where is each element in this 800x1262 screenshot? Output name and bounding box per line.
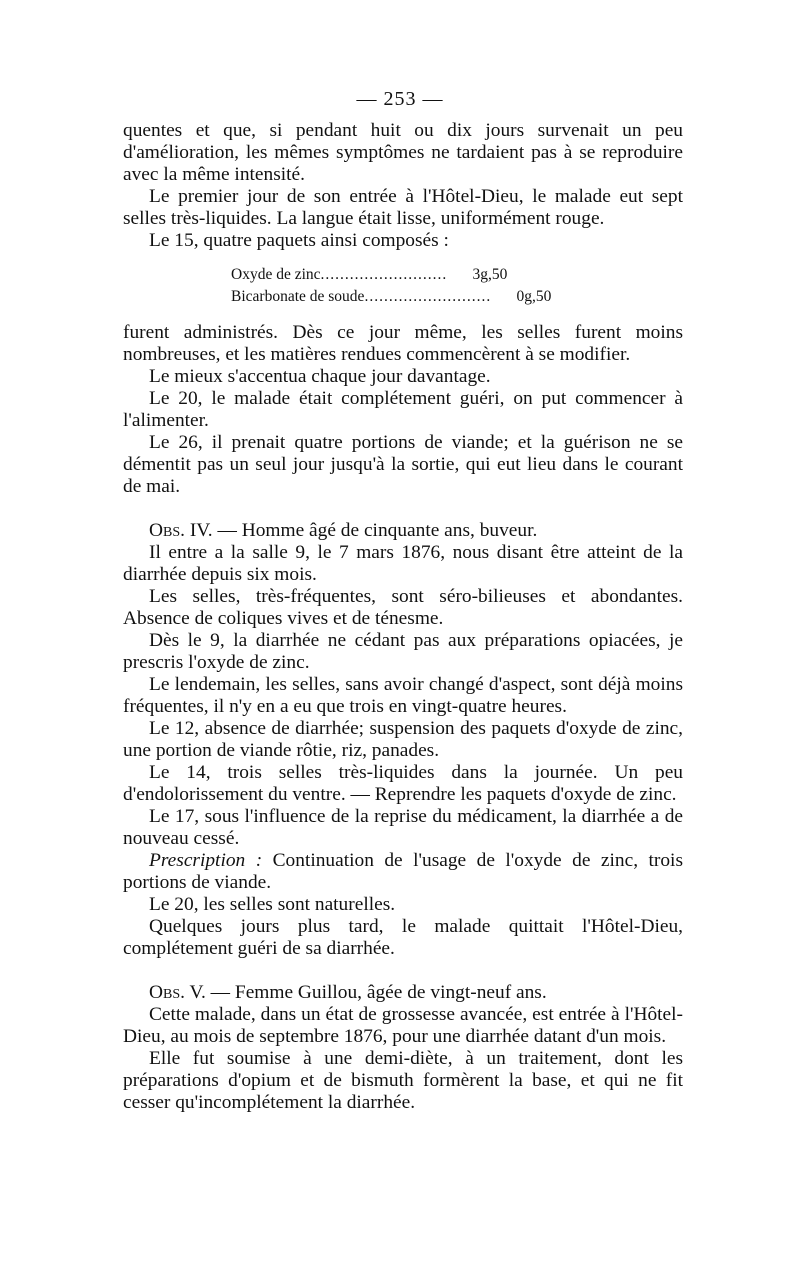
paragraph: Le 20, les selles sont naturelles. xyxy=(149,894,396,915)
paragraph: Quelques jours plus tard, le malade quittait l'Hôtel-Dieu, complétement guéri de sa diarrhée. xyxy=(123,916,683,959)
observation-label: Obs. IV. xyxy=(149,520,213,541)
page-number: — 253 — xyxy=(356,88,444,110)
paragraph: Le 26, il prenait quatre portions de viande; et la guérison ne se démentit pas un seul jour jusqu'à la sortie, qui eut lieu dans le courant de mai. xyxy=(123,432,683,497)
observation-heading xyxy=(123,982,683,1004)
paragraph: Le 20, le malade était complétement guéri, on put commencer à l'alimenter. xyxy=(123,388,683,431)
paragraph: Le premier jour de son entrée à l'Hôtel-Dieu, le malade eut sept selles très-liquides. La langue était lisse, uniformément rouge. xyxy=(123,186,683,229)
observation-title: — Homme âgé de cinquante ans, buveur. xyxy=(212,520,538,541)
paragraph: furent administrés. Dès ce jour même, les selles furent moins nombreuses, et les matières rendues commencèrent à se modifier. xyxy=(123,322,683,365)
paragraph: Le 12, absence de diarrhée; suspension des paquets d'oxyde de zinc, une portion de viande rôtie, riz, panades. xyxy=(123,718,683,761)
paragraph: Elle fut soumise à une demi-diète, à un traitement, dont les préparations d'opium et de bismuth formèrent la base, et qui ne fit cesser qu'incomplétement la diarrhée. xyxy=(123,1048,683,1113)
paragraph: Le mieux s'accentua chaque jour davantage. xyxy=(149,366,491,387)
formula-ingredient: Bicarbonate de soude xyxy=(231,288,365,305)
observation-heading xyxy=(123,520,683,542)
observation-title: — Femme Guillou, âgée de vingt-neuf ans. xyxy=(205,982,547,1003)
formula-row xyxy=(123,264,683,286)
formula-quantity: 3g,50 xyxy=(472,266,508,283)
prescription-label: Prescription : xyxy=(149,850,263,871)
paragraph: Le 15, quatre paquets ainsi composés : xyxy=(149,230,449,251)
paragraph: Le lendemain, les selles, sans avoir changé d'aspect, sont déjà moins fréquentes, il n'y en a eu que trois en vingt-quatre heures. xyxy=(123,674,683,717)
formula-leader: .......................... xyxy=(364,288,492,305)
body-text xyxy=(123,120,683,1114)
formula-ingredient: Oxyde de zinc xyxy=(231,266,321,283)
prescription-text: Continuation de l'usage de l'oxyde de zinc, trois portions de viande. xyxy=(123,850,683,893)
paragraph: quentes et que, si pendant huit ou dix jours survenait un peu d'amélioration, les mêmes symptômes ne tardaient pas à se reproduire avec la même intensité. xyxy=(123,120,683,185)
paragraph: Il entre a la salle 9, le 7 mars 1876, nous disant être atteint de la diarrhée depuis six mois. xyxy=(123,542,683,585)
formula-leader: .......................... xyxy=(320,266,448,283)
formula-quantity: 0g,50 xyxy=(516,288,552,305)
paragraph: Dès le 9, la diarrhée ne cédant pas aux préparations opiacées, je prescris l'oxyde de zinc. xyxy=(123,630,683,673)
observation-label: Obs. V. xyxy=(149,982,206,1003)
prescription-formula xyxy=(123,264,683,308)
paragraph: Le 17, sous l'influence de la reprise du médicament, la diarrhée a de nouveau cessé. xyxy=(123,806,683,849)
paragraph: Le 14, trois selles très-liquides dans la journée. Un peu d'endolorissement du ventre. — Reprendre les paquets d'oxyde de zinc. xyxy=(123,762,683,805)
paragraph: Les selles, très-fréquentes, sont séro-bilieuses et abondantes. Absence de coliques vives et de ténesme. xyxy=(123,586,683,629)
paragraph: Cette malade, dans un état de grossesse avancée, est entrée à l'Hôtel-Dieu, au mois de septembre 1876, pour une diarrhée datant d'un mois. xyxy=(123,1004,683,1047)
formula-row xyxy=(123,286,683,308)
paragraph xyxy=(123,850,683,894)
